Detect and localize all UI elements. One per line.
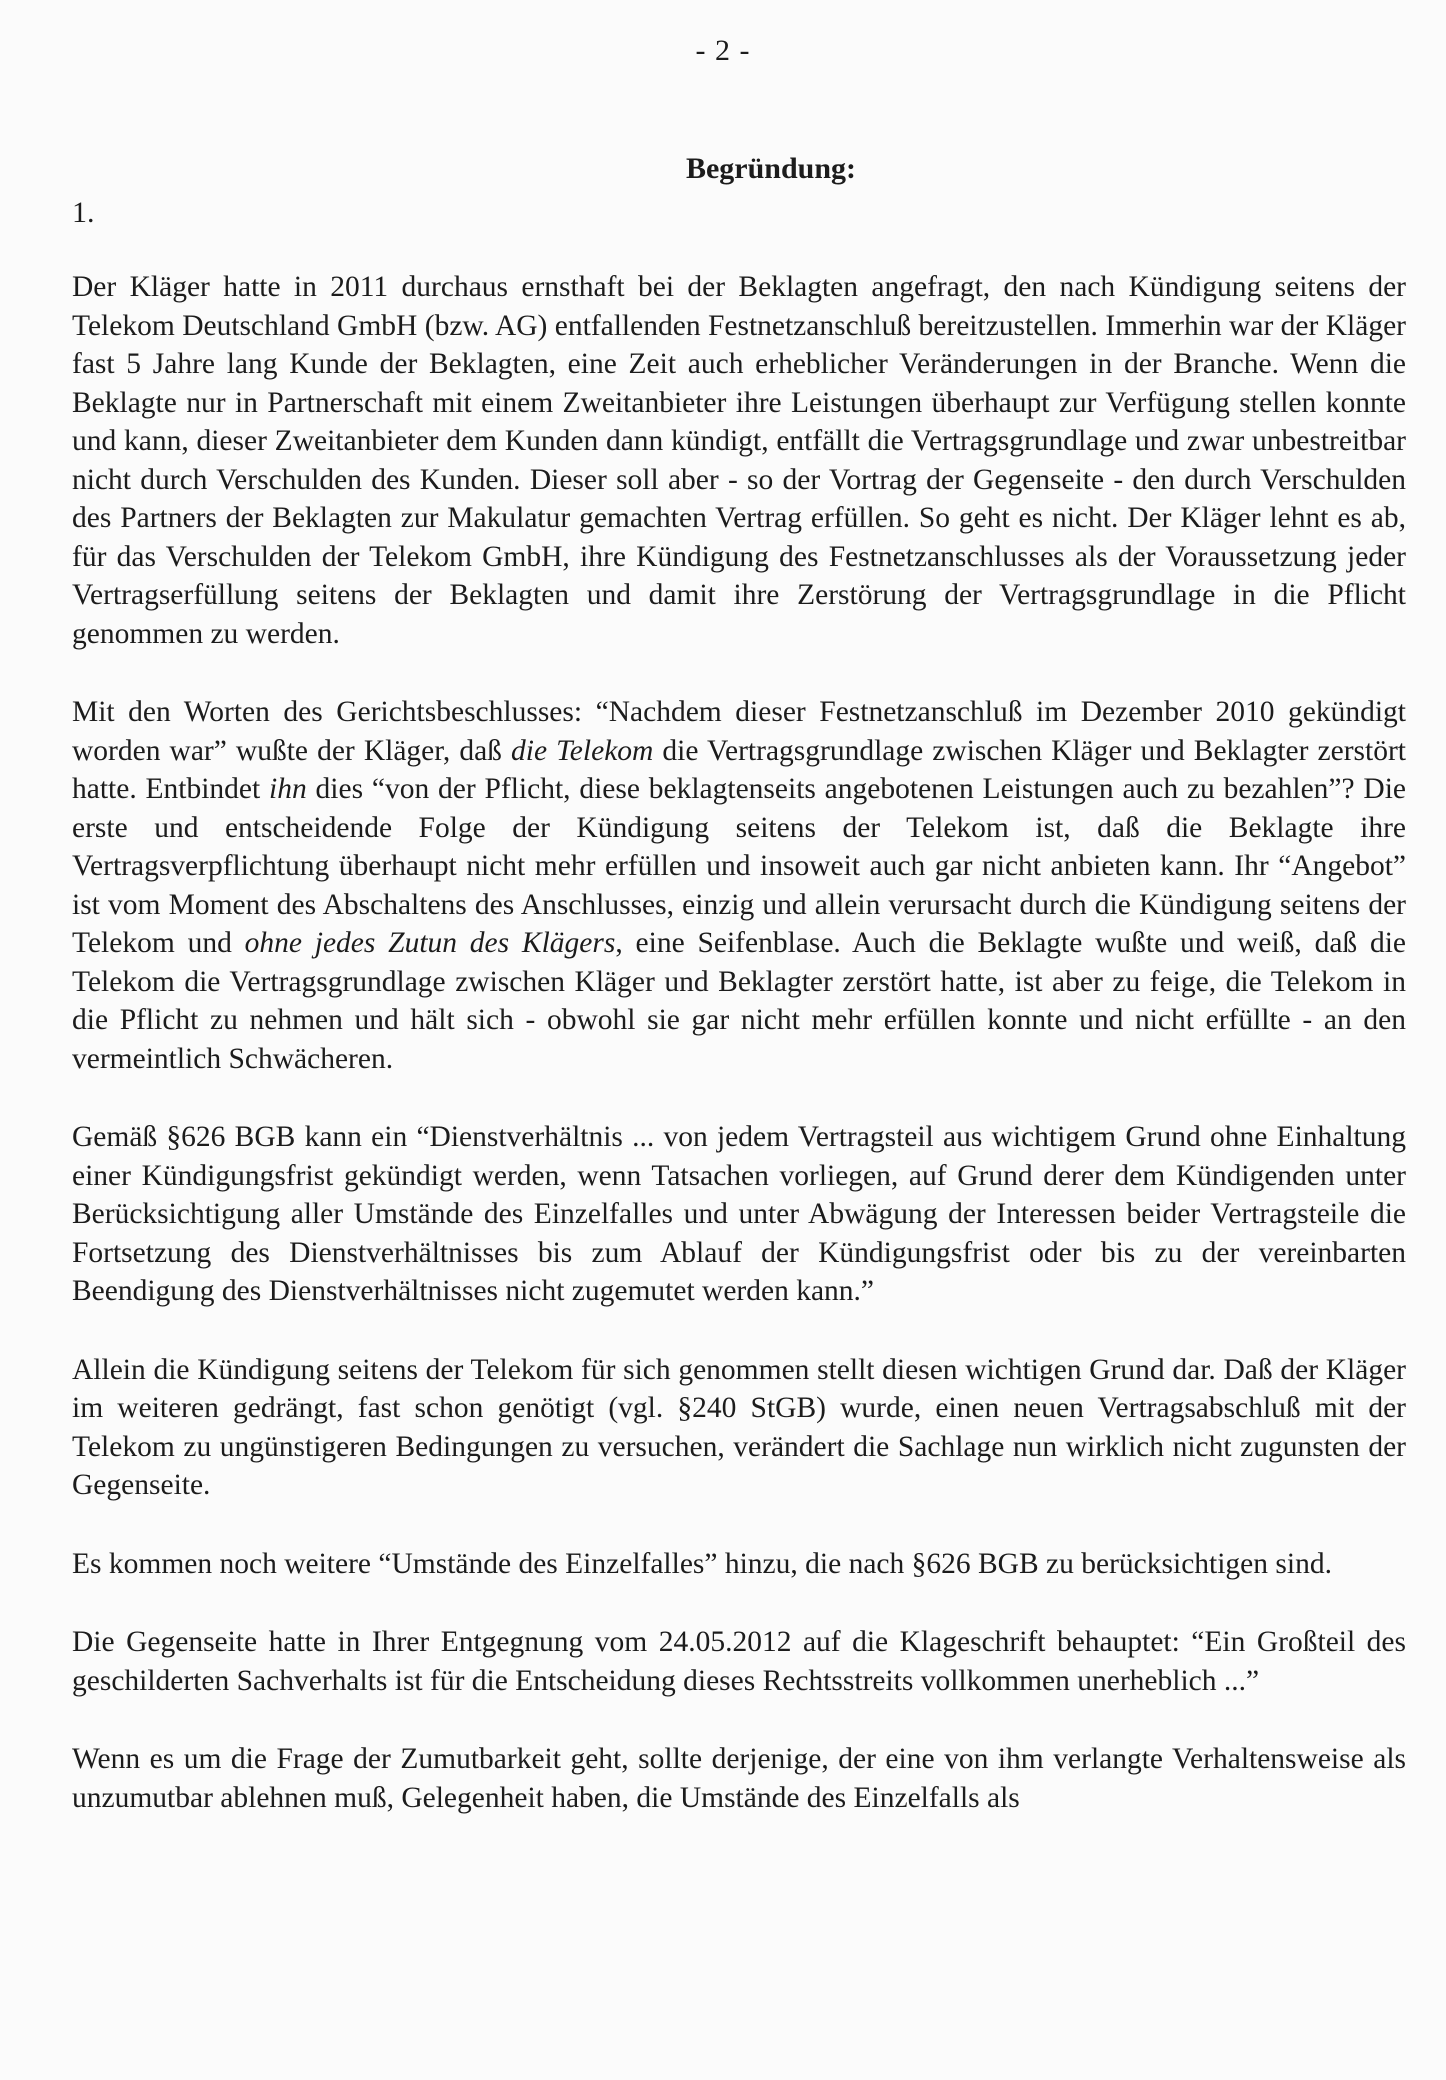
paragraph-2-emphasis-2: ihn [269, 773, 307, 805]
paragraph-7: Wenn es um die Frage der Zumutbarkeit geht, sollte derjenige, der eine von ihm verlangte Verhaltensweise als unzumutbar ablehnen muß, Gelegenheit haben, die Umstände des Einzelfalls als [72, 1743, 1406, 1814]
paragraph-2-emphasis-1: die Telekom [511, 734, 654, 767]
paragraph-2-text-3: dies “von der Pflicht, diese beklagtenseits angebotenen Leistungen auch zu bezahlen”? Die erste und entscheidende Folge der Kündigung seitens der Telekom ist, daß die Beklagte ihre Vertragsverpflichtung überhaupt nicht mehr erfüllen und insoweit auch gar nicht anbieten kann. Ihr “Angebot” ist vom Moment des Abschaltens des Anschlusses, einzig und allein verursacht durch die Kündigung seitens der Telekom und [72, 773, 1406, 959]
paragraph-1: Der Kläger hatte in 2011 durchaus ernsthaft bei der Beklagten angefragt, den nach Kündigung seitens der Telekom Deutschland GmbH (bzw. AG) entfallenden Festnetzanschluß bereitzustellen. Immerhin war der Kläger fast 5 Jahre lang Kunde der Beklagten, eine Zeit auch erheblicher Veränderungen in der Branche. Wenn die Beklagte nur in Partnerschaft mit einem Zweitanbieter ihre Leistungen überhaupt zur Verfügung stellen konnte und kann, dieser Zweitanbieter dem Kunden dann kündigt, entfällt die Vertragsgrundlage und zwar unbestreitbar nicht durch Verschulden des Kunden. Dieser soll aber - so der Vortrag der Gegenseite - den durch Verschulden des Partners der Beklagten zur Makulatur gemachten Vertrag erfüllen. So geht es nicht. Der Kläger lehnt es ab, für das Verschulden der Telekom GmbH, ihre Kündigung des Festnetzanschlusses als der Voraussetzung jeder Vertragserfüllung seitens der Beklagten und damit ihre Zerstörung der Vertragsgrundlage in die Pflicht genommen zu werden. [72, 271, 1406, 650]
paragraph-3: Gemäß §626 BGB kann ein “Dienstverhältnis ... von jedem Vertragsteil aus wichtigem Grund ohne Einhaltung einer Kündigungsfrist gekündigt werden, wenn Tatsachen vorliegen, auf Grund derer dem Kündigenden unter Berücksichtigung aller Umstände des Einzelfalles und unter Abwägung der Interessen beider Vertragsteile die Fortsetzung des Dienstverhältnisses bis zum Ablauf der Kündigungsfrist oder bis zu der vereinbarten Beendigung des Dienstverhältnisses nicht zugemutet werden kann.” [72, 1121, 1406, 1307]
paragraph-2-text-1: Mit den Worten des Gerichtsbeschlusses: “Nachdem dieser Festnetzanschluß im Dezember 2010 gekündigt worden war” wußte der Kläger, daß [72, 696, 1406, 767]
section-number: 1. [72, 196, 95, 229]
heading-begruendung: Begründung: [685, 152, 857, 185]
paragraph-2 [72, 693, 1406, 1078]
paragraph-2-emphasis-3: ohne jedes Zutun des Klägers [244, 927, 616, 959]
paragraph-4: Allein die Kündigung seitens der Telekom für sich genommen stellt diesen wichtigen Grund dar. Daß der Kläger im weiteren gedrängt, fast schon genötigt (vgl. §240 StGB) wurde, einen neuen Vertragsabschluß mit der Telekom zu ungünstigeren Bedingungen zu versuchen, verändert die Sachlage nun wirklich nicht zugunsten der Gegenseite. [72, 1353, 1406, 1501]
body-text [72, 268, 1406, 1817]
paragraph-2-text-4: , eine Seifenblase. Auch die Beklagte wußte und weiß, daß die Telekom die Vertragsgrundlage zwischen Kläger und Beklagter zerstört hatte, ist aber zu feige, die Telekom in die Pflicht zu nehmen und hält sich - obwohl sie gar nicht mehr erfüllen konnte und nicht erfüllte - an den vermeintlich Schwächeren. [72, 927, 1406, 1075]
paragraph-6: Die Gegenseite hatte in Ihrer Entgegnung vom 24.05.2012 auf die Klageschrift behauptet: “Ein Großteil des geschilderten Sachverhalts ist für die Entscheidung dieses Rechtsstreits vollkommen unerheblich ...” [72, 1626, 1406, 1697]
paragraph-2-text-2: die Vertragsgrundlage zwischen Kläger und Beklagter zerstört hatte. Entbindet [72, 734, 1406, 805]
page-number: - 2 - [695, 34, 751, 67]
paragraph-5: Es kommen noch weitere “Umstände des Einzelfalles” hinzu, die nach §626 BGB zu berücksichtigen sind. [72, 1547, 1332, 1580]
